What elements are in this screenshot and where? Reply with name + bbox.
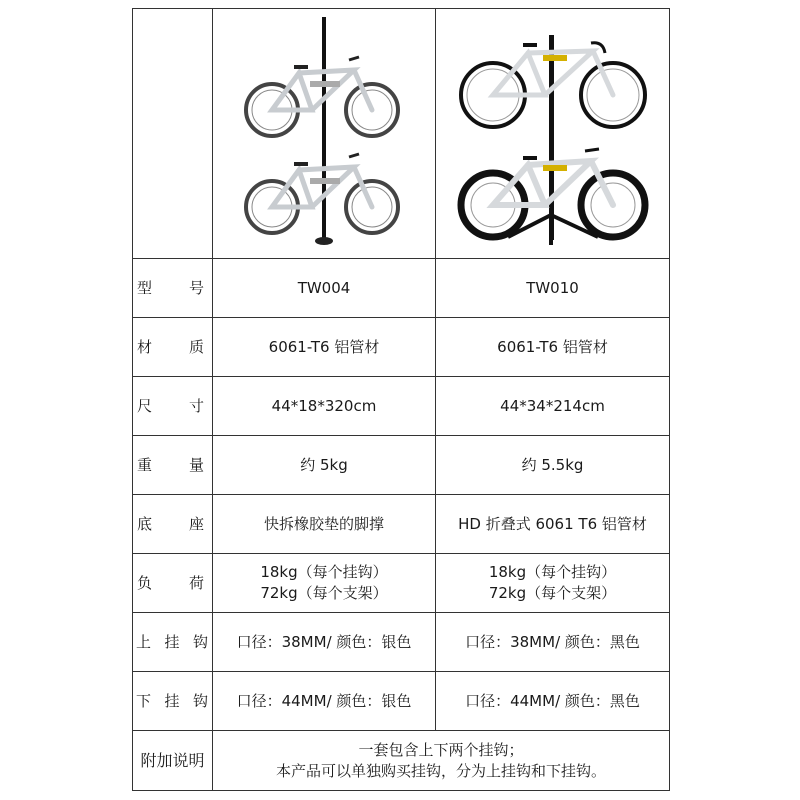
image-row	[133, 9, 670, 259]
spec-table	[132, 8, 670, 791]
upper-hook-label: 上 挂 钩	[133, 613, 213, 672]
tw004-image-cell	[213, 9, 436, 259]
tw010-model: TW010	[436, 259, 670, 318]
tw004-size: 44*18*320cm	[213, 377, 436, 436]
tw010-weight: 约 5.5kg	[436, 436, 670, 495]
weight-row	[133, 436, 670, 495]
tw010-load-rack: 72kg（每个支架）	[488, 584, 617, 602]
lower-hook-row	[133, 672, 670, 731]
tw004-load-hook: 18kg（每个挂钩）	[260, 563, 388, 581]
notes-line-1: 一套包含上下两个挂钩；	[358, 740, 524, 759]
notes-row	[133, 731, 670, 791]
size-row	[133, 377, 670, 436]
lower-hook-label: 下 挂 钩	[133, 672, 213, 731]
load-row	[133, 554, 670, 613]
model-row	[133, 259, 670, 318]
tw010-lower-hook: 口径：44MM/ 颜色：黑色	[436, 672, 670, 731]
load-label: 负 荷	[133, 554, 213, 613]
notes-label: 附加说明	[133, 731, 213, 791]
tw010-load	[436, 554, 670, 613]
base-label: 底 座	[133, 495, 213, 554]
tw004-weight: 约 5kg	[213, 436, 436, 495]
notes-line-2: 本产品可以单独购买挂钩，分为上挂钩和下挂钩。	[275, 761, 606, 780]
material-row	[133, 318, 670, 377]
base-row	[133, 495, 670, 554]
tw004-load	[213, 554, 436, 613]
upper-hook-row	[133, 613, 670, 672]
material-label: 材 质	[133, 318, 213, 377]
tw010-image-cell	[436, 9, 670, 259]
tw010-load-hook: 18kg（每个挂钩）	[488, 563, 617, 581]
tw010-size: 44*34*214cm	[436, 377, 670, 436]
tw010-product-image	[453, 15, 653, 253]
weight-label: 重 量	[133, 436, 213, 495]
tw004-load-rack: 72kg（每个支架）	[260, 584, 388, 602]
tw004-upper-hook: 口径：38MM/ 颜色：银色	[213, 613, 436, 672]
empty-header-cell	[133, 9, 213, 259]
size-label: 尺 寸	[133, 377, 213, 436]
notes-content	[213, 731, 670, 791]
model-label: 型 号	[133, 259, 213, 318]
tw004-material: 6061-T6 铝管材	[213, 318, 436, 377]
tw004-product-image	[234, 15, 414, 253]
tw010-material: 6061-T6 铝管材	[436, 318, 670, 377]
tw004-base: 快拆橡胶垫的脚撑	[213, 495, 436, 554]
tw004-model: TW004	[213, 259, 436, 318]
tw010-base: HD 折叠式 6061 T6 铝管材	[436, 495, 670, 554]
tw010-upper-hook: 口径：38MM/ 颜色：黑色	[436, 613, 670, 672]
tw004-lower-hook: 口径：44MM/ 颜色：银色	[213, 672, 436, 731]
